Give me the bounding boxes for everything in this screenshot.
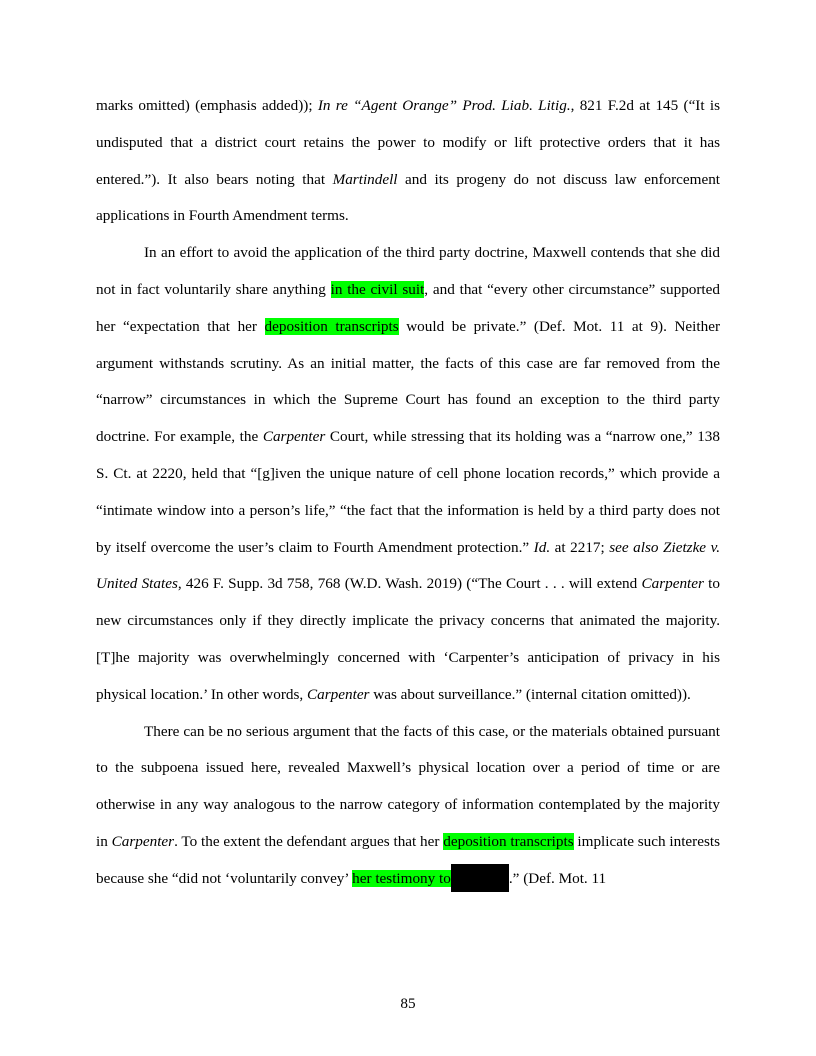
text-run: implicate such interests because she “did not ‘voluntarily convey’ — [96, 832, 720, 887]
text-run: There can be no serious argument that the facts of this case, or the materials obtained pursuant to the subpoena issued here, revealed Maxwell’s physical location over a period of time or are otherwise in any way analogous to the narrow category of information contemplated by the majority in — [96, 722, 720, 850]
italic-citation: Carpenter — [641, 575, 704, 593]
highlighted-text: in the civil suit — [330, 280, 425, 298]
italic-citation: In re “Agent Orange” Prod. Liab. Litig. — [317, 97, 571, 114]
italic-citation: Carpenter — [111, 832, 175, 850]
paragraph-3 — [96, 714, 720, 898]
text-run: to new circumstances only if they directly implicate the privacy concerns that animated the majority. [T]he majority was overwhelmingly concerned with ‘Carpenter’s anticipation of privacy in his physical location.’ In other words, — [96, 575, 720, 703]
page-number: 85 — [400, 995, 416, 1012]
highlighted-text: her testimony to — [352, 869, 451, 887]
text-run: would be private.” (Def. Mot. 11 at 9). Neither argument withstands scrutiny. As an initial matter, the facts of this case are far removed from the “narrow” circumstances in which the Supreme Court has found an exception to the third party doctrine. For example, the — [96, 317, 721, 446]
text-run: Court, while stressing that its holding was a “narrow one,” 138 S. Ct. at 2220, held that “[g]iven the unique nature of cell phone location records,” which provide a “intimate window into a person’s life,” “the fact that the information is held by a third party does not by itself overcome the user’s claim to Fourth Amendment protection.” — [96, 428, 720, 556]
text-run: .” (Def. Mot. 11 — [508, 869, 607, 887]
text-run: In an effort to avoid the application of the third party doctrine, Maxwell contends that she did not in fact voluntarily share anything — [96, 244, 720, 298]
text-run: , 821 F.2d at 145 (“It is undisputed that a district court retains the power to modify or lift protective orders that it has entered.”). It also bears noting that — [96, 97, 720, 188]
text-run: was about surveillance.” (internal citation omitted)). — [369, 685, 691, 703]
paragraph-1 — [96, 88, 720, 235]
document-body — [96, 88, 720, 898]
text-run: , 426 F. Supp. 3d 758, 768 (W.D. Wash. 2019) (“The Court . . . will extend — [177, 575, 642, 593]
text-run: and its progeny do not discuss law enforcement applications in Fourth Amendment terms. — [96, 170, 721, 225]
italic-citation: Martindell — [332, 170, 398, 188]
highlighted-text: deposition transcripts — [264, 317, 399, 335]
italic-citation: Carpenter — [262, 428, 326, 446]
paragraph-2 — [96, 235, 720, 713]
text-run: marks omitted) (emphasis added)); — [96, 97, 318, 114]
text-run: . To the extent the defendant argues that her — [174, 832, 444, 850]
italic-citation: see also Zietzke v. United States — [96, 538, 720, 593]
text-run: at 2217; — [550, 538, 610, 556]
highlighted-text: deposition transcripts — [443, 832, 574, 850]
italic-citation: Carpenter — [307, 685, 370, 703]
italic-citation: Id. — [533, 538, 551, 556]
redaction-box — [451, 864, 509, 892]
text-run: , and that “every other circumstance” supported her “expectation that her — [96, 280, 720, 335]
